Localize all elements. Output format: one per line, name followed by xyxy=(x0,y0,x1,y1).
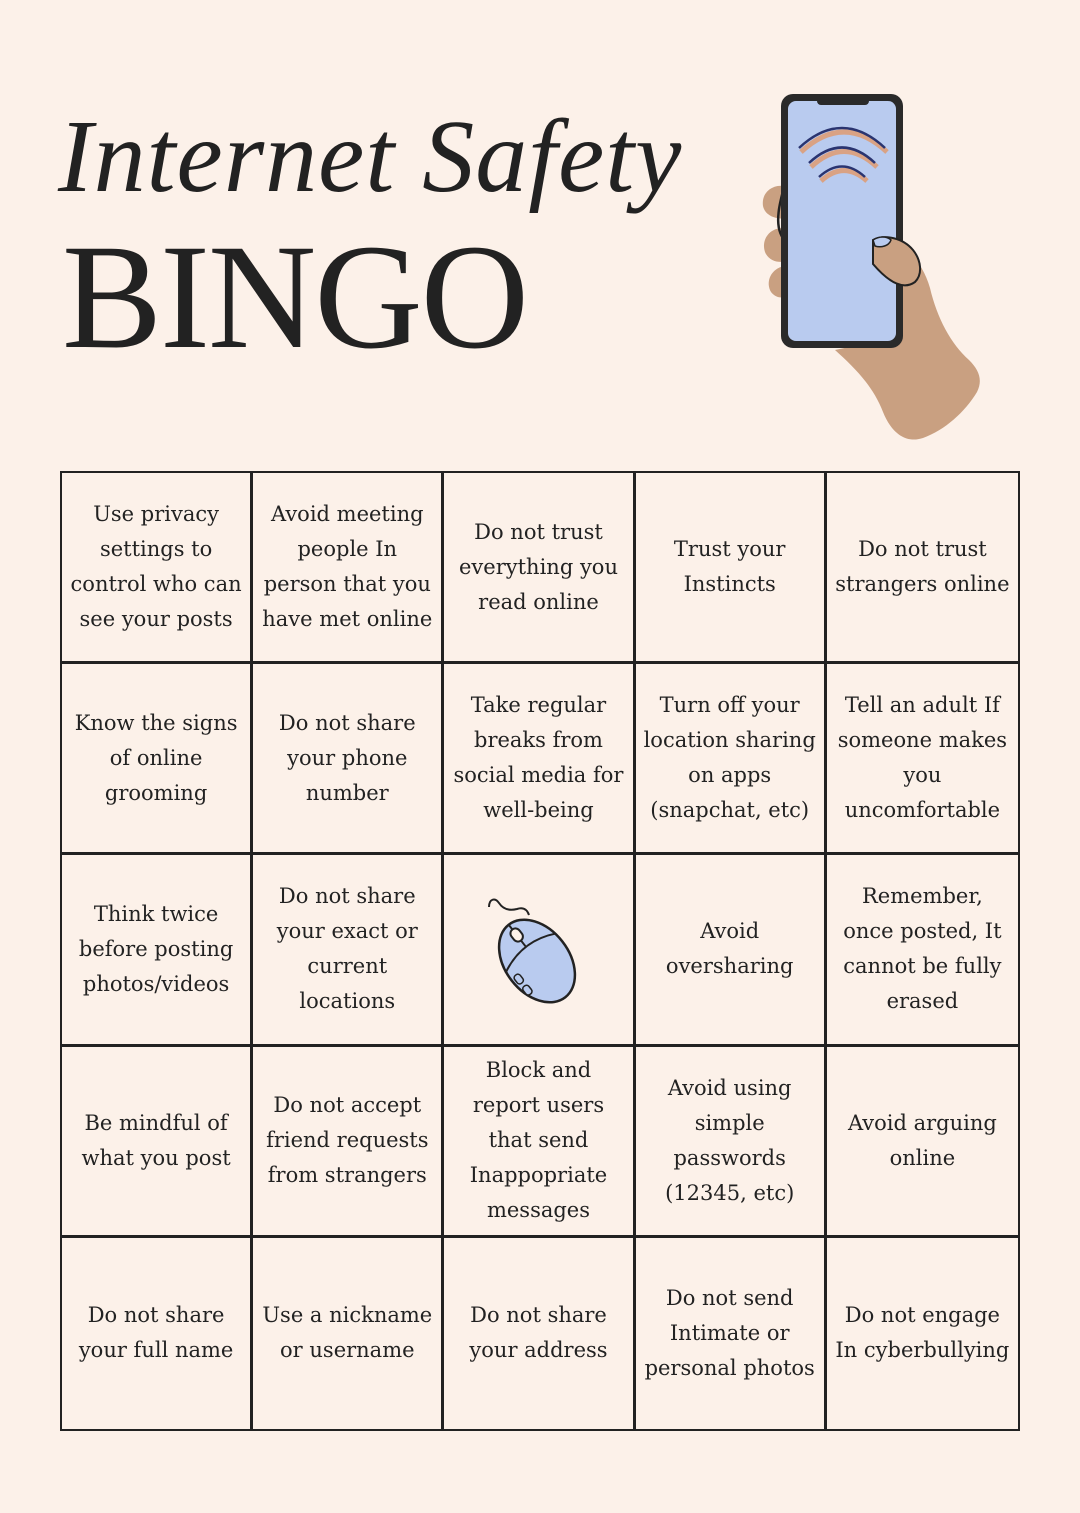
bingo-cell[interactable] xyxy=(62,1047,253,1238)
free-space-cell[interactable] xyxy=(444,855,635,1046)
bingo-cell-text: Take regular breaks from social media for well-being xyxy=(453,693,624,823)
bingo-cell[interactable] xyxy=(827,855,1018,1046)
bingo-cell[interactable] xyxy=(253,855,444,1046)
bingo-cell-text: Turn off your location sharing on apps (snapchat, etc) xyxy=(643,693,816,823)
bingo-cell-text: Do not trust strangers online xyxy=(835,537,1010,597)
hand-holding-phone-icon xyxy=(755,88,990,448)
bingo-cell-text: Avoid using simple passwords (12345, etc) xyxy=(665,1075,795,1205)
bingo-cell-text: Use privacy settings to control who can see your posts xyxy=(70,502,242,632)
bingo-cell-text: Do not accept friend requests from strangers xyxy=(266,1093,429,1188)
bingo-cell[interactable] xyxy=(253,664,444,855)
bingo-cell[interactable] xyxy=(636,1238,827,1429)
bingo-cell-text: Do not engage In cyberbullying xyxy=(835,1303,1010,1363)
bingo-cell-text: Trust your Instincts xyxy=(673,537,786,597)
bingo-cell[interactable] xyxy=(444,1238,635,1429)
bingo-cell[interactable] xyxy=(253,1238,444,1429)
bingo-cell-text: Remember, once posted, It cannot be fully erased xyxy=(843,884,1002,1014)
bingo-cell-text: Do not share your exact or current locations xyxy=(276,884,418,1014)
bingo-cell-text: Think twice before posting photos/videos xyxy=(78,901,234,996)
bingo-cell-text: Do not trust everything you read online xyxy=(459,519,618,614)
bingo-cell-text: Avoid meeting people In person that you have met online xyxy=(262,502,433,632)
bingo-cell[interactable] xyxy=(62,1238,253,1429)
bingo-cell[interactable] xyxy=(827,473,1018,664)
bingo-cell-text: Block and report users that send Inappopriate messages xyxy=(469,1058,608,1223)
bingo-cell[interactable] xyxy=(827,1047,1018,1238)
bingo-cell-text: Know the signs of online grooming xyxy=(74,710,238,805)
computer-mouse-icon xyxy=(475,889,595,1009)
title-line-2: BINGO xyxy=(62,214,527,380)
bingo-cell-text: Do not send Intimate or personal photos xyxy=(644,1285,815,1380)
bingo-cell-text: Avoid arguing online xyxy=(847,1110,997,1170)
bingo-cell-text: Be mindful of what you post xyxy=(81,1110,231,1170)
bingo-cell[interactable] xyxy=(636,473,827,664)
bingo-cell[interactable] xyxy=(253,473,444,664)
bingo-cell[interactable] xyxy=(444,664,635,855)
bingo-cell-text: Do not share your full name xyxy=(78,1303,234,1363)
bingo-cell[interactable] xyxy=(827,1238,1018,1429)
bingo-grid xyxy=(60,471,1020,1431)
bingo-cell-text: Do not share your phone number xyxy=(278,710,416,805)
bingo-cell[interactable] xyxy=(62,473,253,664)
bingo-cell-text: Tell an adult If someone makes you uncomfortable xyxy=(837,693,1008,823)
bingo-cell[interactable] xyxy=(62,855,253,1046)
bingo-cell[interactable] xyxy=(253,1047,444,1238)
bingo-cell-text: Use a nickname or username xyxy=(262,1303,433,1363)
bingo-cell[interactable] xyxy=(636,1047,827,1238)
bingo-cell-text: Do not share your address xyxy=(469,1303,608,1363)
bingo-cell[interactable] xyxy=(636,855,827,1046)
bingo-cell[interactable] xyxy=(62,664,253,855)
bingo-cell[interactable] xyxy=(636,664,827,855)
title-line-1: Internet Safety xyxy=(58,99,683,214)
bingo-cell[interactable] xyxy=(444,1047,635,1238)
bingo-cell[interactable] xyxy=(827,664,1018,855)
bingo-cell-text: Avoid oversharing xyxy=(665,919,794,979)
bingo-cell[interactable] xyxy=(444,473,635,664)
